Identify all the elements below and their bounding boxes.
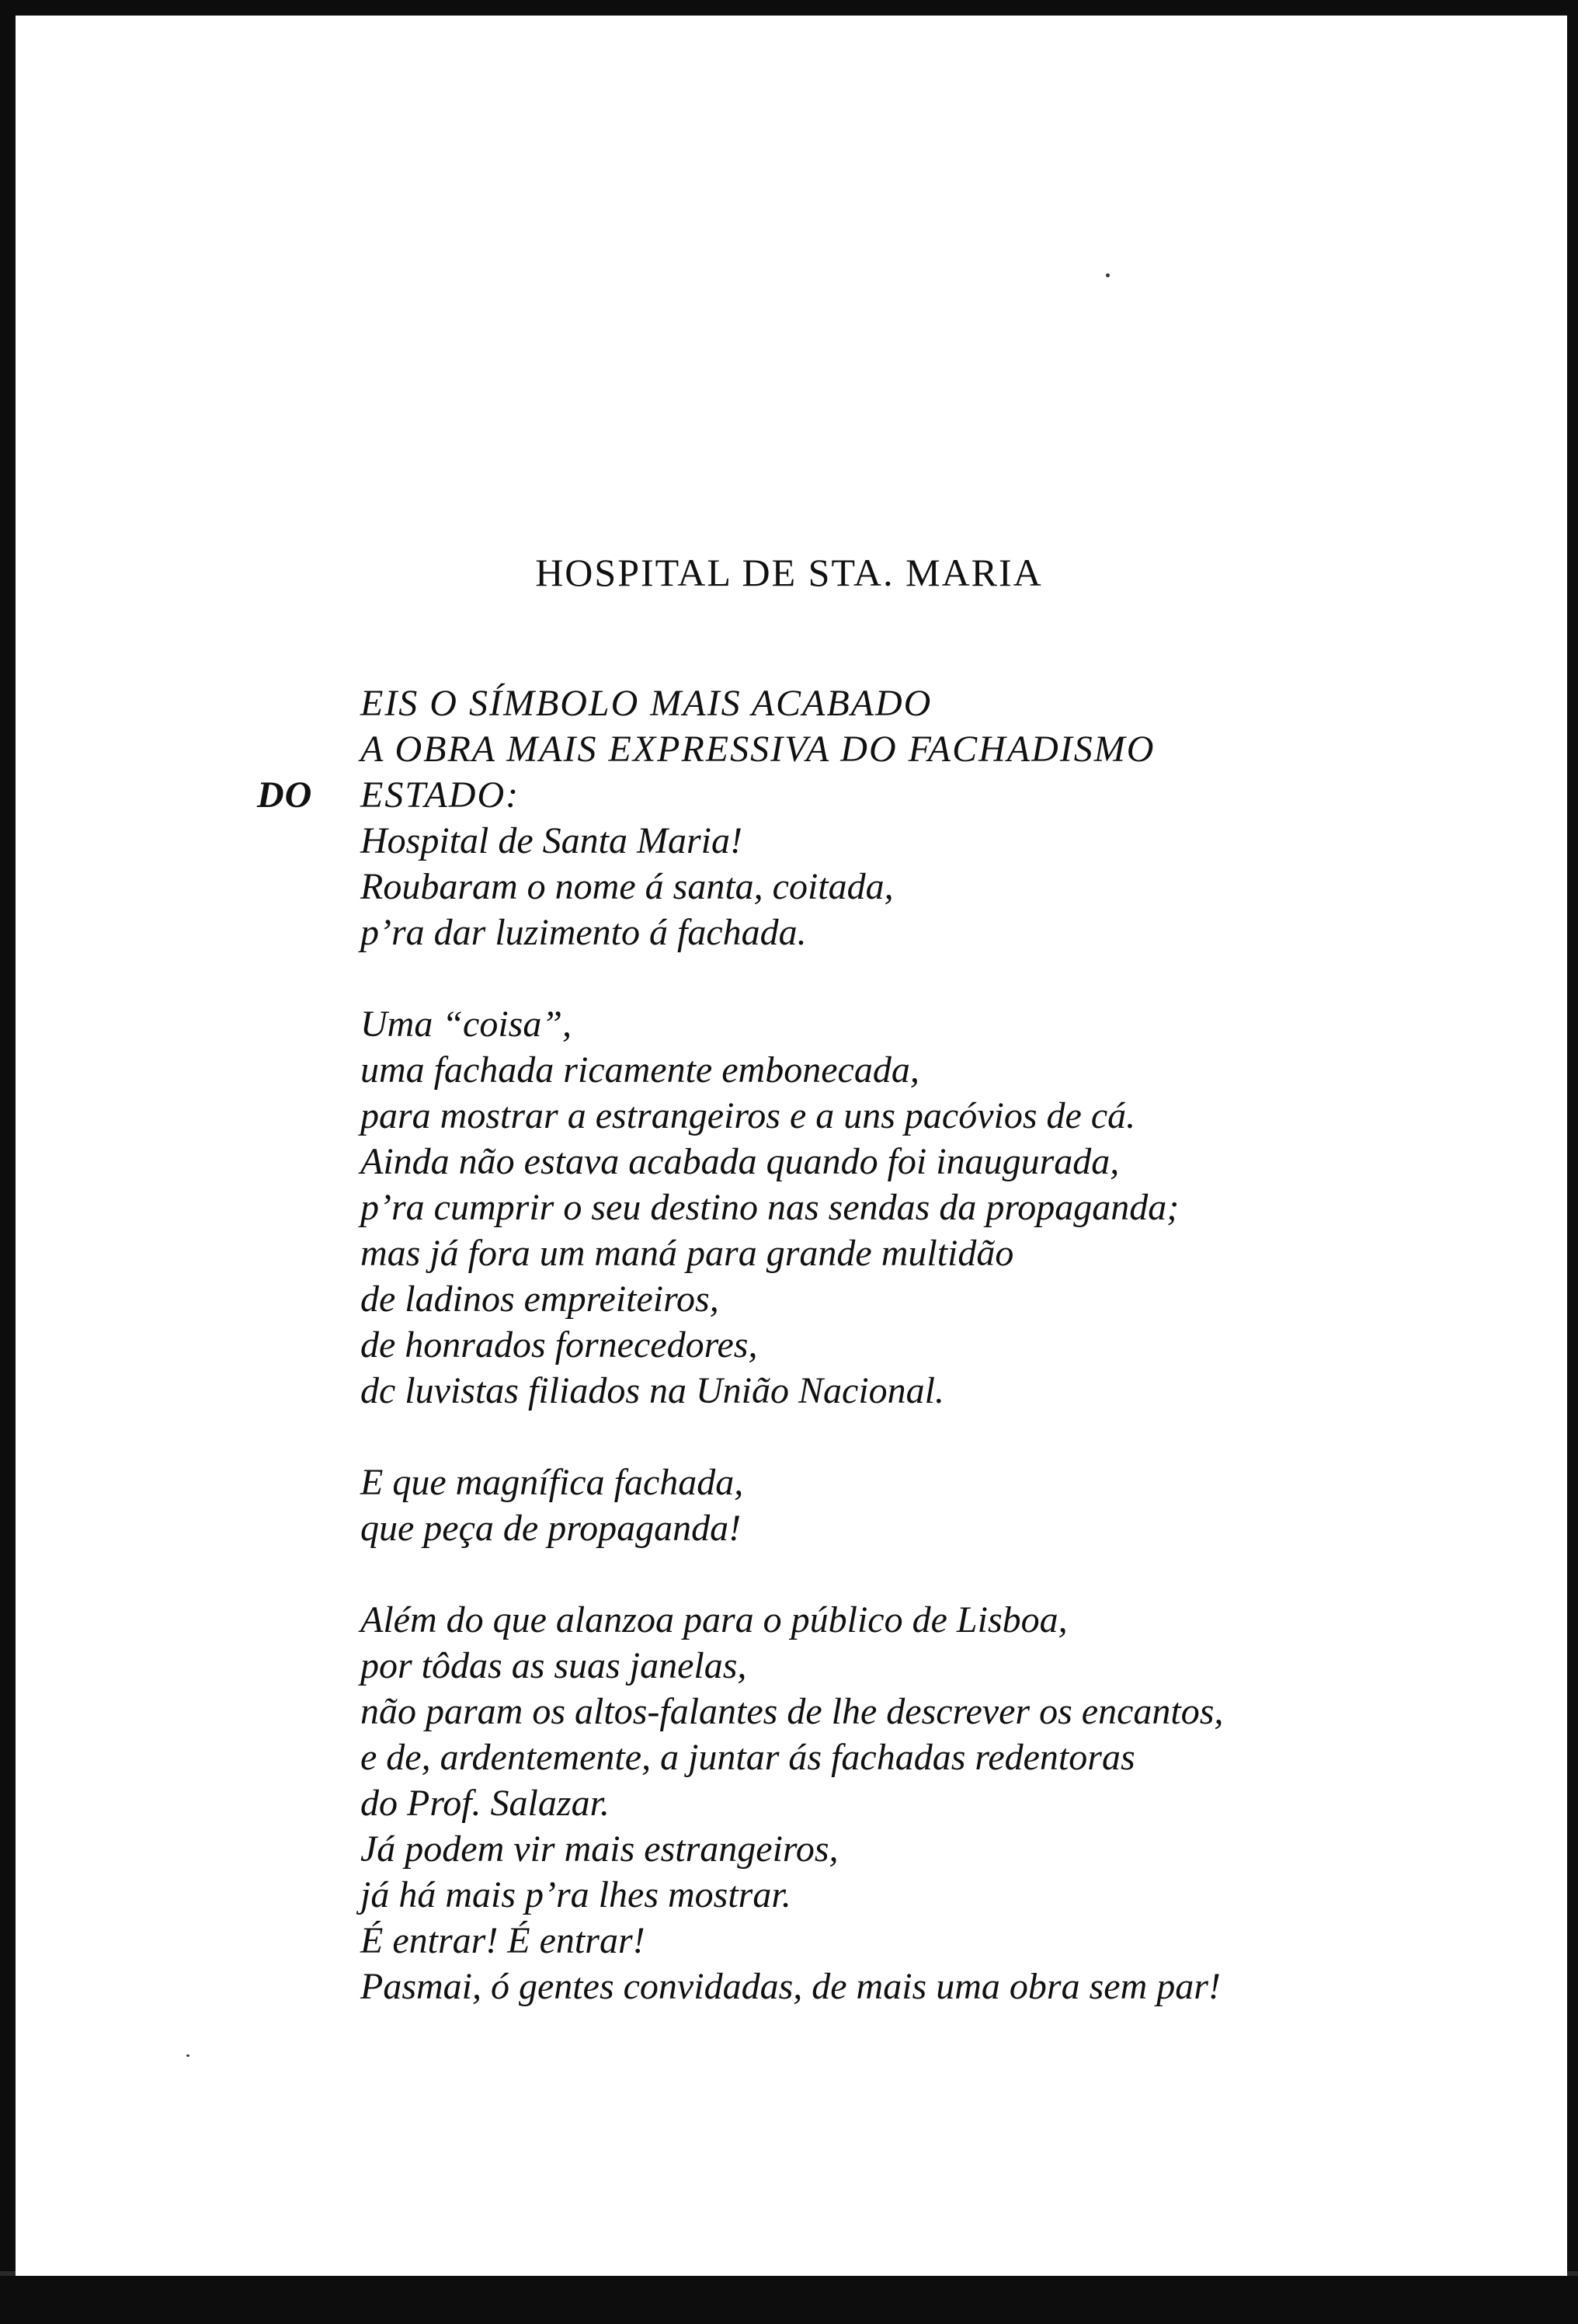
poem-header-line bbox=[257, 772, 1525, 818]
scan-border-right bbox=[1567, 0, 1578, 2324]
poem-line: p’ra dar luzimento á fachada. bbox=[360, 912, 807, 953]
poem-line: para mostrar a estrangeiros e a uns pacóvios de cá. bbox=[360, 1095, 1136, 1136]
scan-speck bbox=[1106, 273, 1110, 277]
hanging-word: DO bbox=[257, 774, 313, 816]
poem-line: de honrados fornecedores, bbox=[360, 1324, 758, 1366]
poem-line: já há mais p’ra lhes mostrar. bbox=[360, 1874, 791, 1915]
poem-line: Uma “coisa”, bbox=[360, 1004, 572, 1045]
poem-header-line-text: ESTADO: bbox=[360, 774, 520, 816]
poem-header-line: EIS O SÍMBOLO MAIS ACABADO bbox=[360, 683, 933, 724]
poem-line: de ladinos empreiteiros, bbox=[360, 1279, 719, 1320]
poem-line: uma fachada ricamente embonecada, bbox=[360, 1049, 919, 1091]
poem-line: p’ra cumprir o seu destino nas sendas da propaganda; bbox=[360, 1187, 1180, 1228]
poem-line: e de, ardentemente, a juntar ás fachadas redentoras bbox=[360, 1737, 1135, 1778]
poem-line: Além do que alanzoa para o público de Lisboa, bbox=[360, 1599, 1068, 1640]
poem-line: Ainda não estava acabada quando foi inaugurada, bbox=[360, 1141, 1120, 1182]
stanza-gap bbox=[360, 1414, 1525, 1459]
scan-border-bottom bbox=[0, 2276, 1578, 2324]
poem-line: Roubaram o nome á santa, coitada, bbox=[360, 866, 894, 907]
poem-line: por tôdas as suas janelas, bbox=[360, 1645, 747, 1686]
scan-border-top bbox=[0, 0, 1578, 16]
poem-line: É entrar! É entrar! bbox=[360, 1920, 645, 1961]
stanza-gap bbox=[360, 955, 1525, 1001]
scan-border-left bbox=[0, 0, 16, 2324]
poem-line: que peça de propaganda! bbox=[360, 1508, 742, 1549]
poem-line: do Prof. Salazar. bbox=[360, 1783, 610, 1824]
poem-line: não param os altos-falantes de lhe descrever os encantos, bbox=[360, 1691, 1224, 1732]
poem-line: Hospital de Santa Maria! bbox=[360, 820, 742, 861]
poem-line: Pasmai, ó gentes convidadas, de mais uma obra sem par! bbox=[360, 1966, 1221, 2007]
poem-line: Já podem vir mais estrangeiros, bbox=[360, 1828, 839, 1870]
scan-speck bbox=[186, 2054, 189, 2057]
stanza-gap bbox=[360, 1551, 1525, 1597]
poem-line: E que magnífica fachada, bbox=[360, 1462, 744, 1503]
poem-header-line: A OBRA MAIS EXPRESSIVA DO FACHADISMO bbox=[360, 729, 1156, 770]
poem-line: mas já fora um maná para grande multidão bbox=[360, 1233, 1014, 1274]
poem-body bbox=[257, 680, 1525, 2009]
poem-line: dc luvistas filiados na União Nacional. bbox=[360, 1370, 944, 1411]
page-title: HOSPITAL DE STA. MARIA bbox=[535, 551, 1043, 594]
